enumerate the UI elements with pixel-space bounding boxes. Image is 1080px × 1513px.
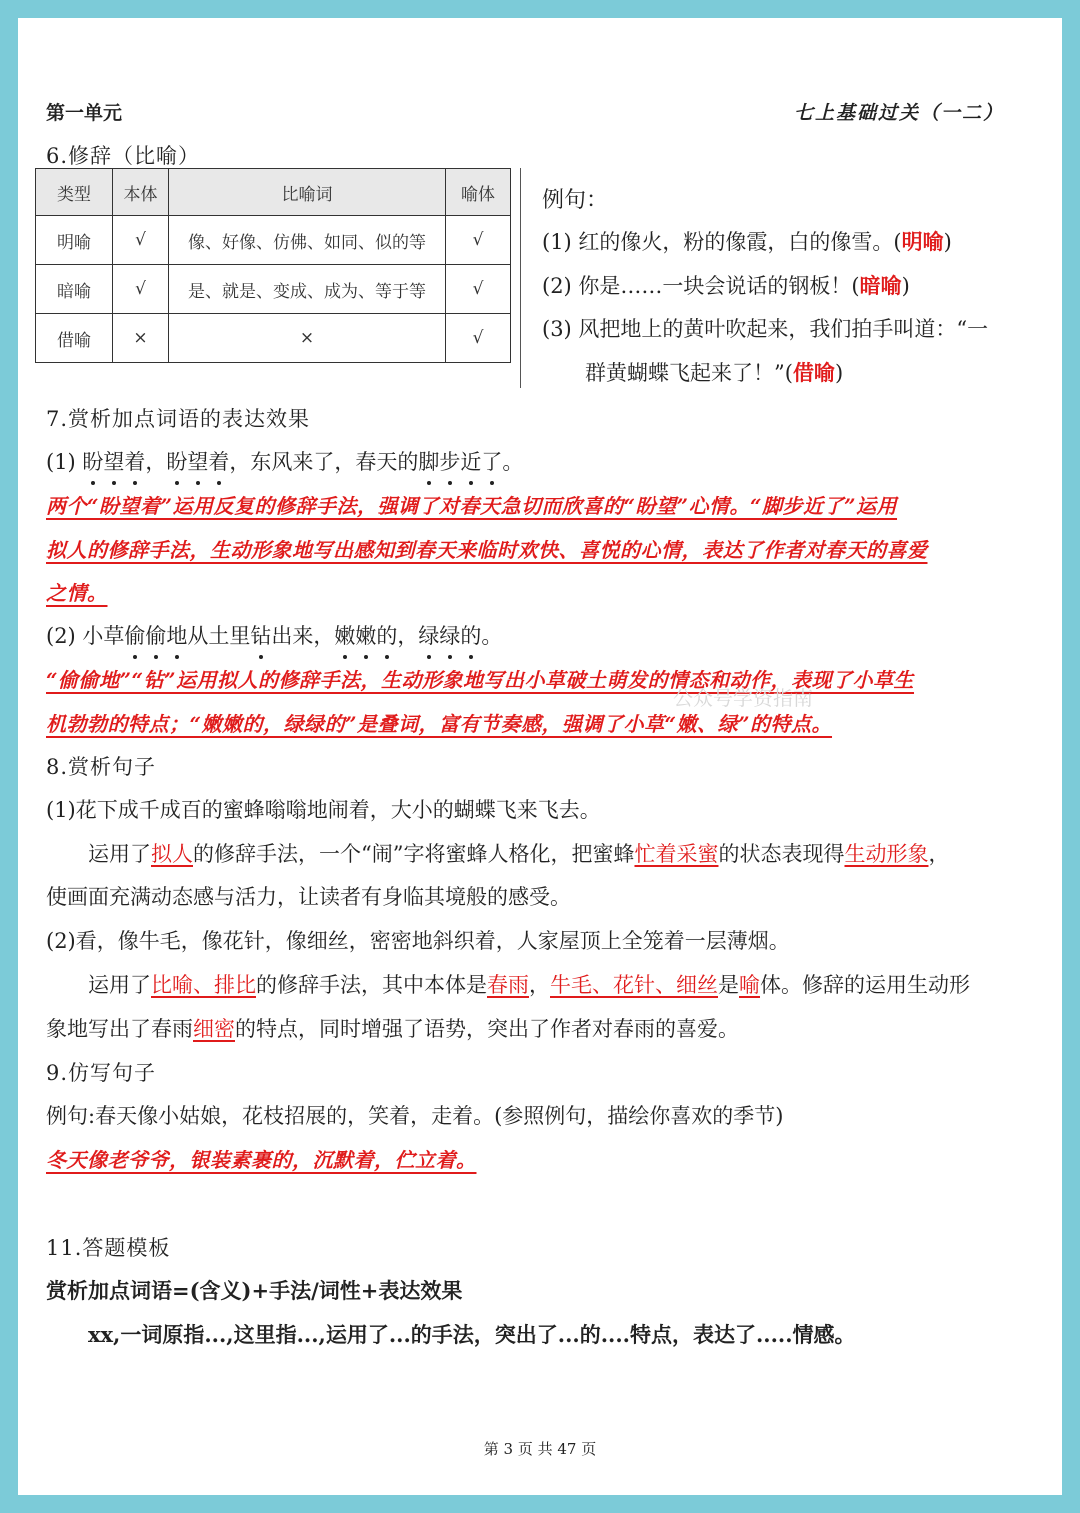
table-cell: √	[446, 216, 511, 265]
metaphor-table	[35, 168, 511, 363]
table-header-row	[36, 169, 511, 216]
table-cell: 像、好像、仿佛、如同、似的等	[169, 216, 446, 265]
text-run: (1)	[46, 450, 83, 474]
text-run: ，	[928, 842, 950, 866]
table-row	[36, 216, 511, 265]
paren-close: )	[943, 230, 952, 254]
highlighted-keyword: 牛毛、花针、细丝	[550, 973, 718, 997]
dotted-word	[166, 450, 229, 474]
answer-8-1-line-1	[88, 838, 949, 868]
text-run: 出来，	[271, 624, 335, 648]
text-run: 。	[502, 450, 524, 474]
example-2	[542, 270, 910, 300]
question-7-1	[46, 446, 523, 476]
table-header-cell: 类型	[36, 169, 113, 216]
table-cell: √	[113, 216, 169, 265]
text-run: (2) 小草	[46, 624, 125, 648]
answer-7-1-line-3: 之情。	[46, 581, 108, 605]
dotted-char: 近	[460, 446, 481, 476]
answer-8-1-line-2: 使画面充满动态感与活力，让读者有身临其境般的感受。	[46, 885, 571, 909]
answer-8-2-line-1	[88, 969, 970, 999]
page-number: 第 3 页 共 47 页	[483, 1440, 597, 1458]
table-cell: 明喻	[36, 216, 113, 265]
section-8-title: 8.赏析句子	[46, 755, 157, 779]
table-cell: 借喻	[36, 314, 113, 363]
example-tag: 暗喻	[859, 273, 902, 298]
question-8-2: (2)看，像牛毛，像花针，像细丝，密密地斜织着，人家屋顶上全笼着一层薄烟。	[46, 929, 790, 953]
dotted-word	[124, 624, 187, 648]
text-run: ，	[145, 450, 167, 474]
text-run: ，	[529, 973, 550, 997]
text-run: 的特点，同时增强了语势，突出了作者对春雨的喜爱。	[235, 1017, 739, 1041]
text-run: 的修辞手法，一个“闹”字将蜜蜂人格化，把蜜蜂	[193, 842, 635, 866]
column-divider	[520, 168, 521, 388]
table-cell: ×	[169, 314, 446, 363]
text-run: 是	[718, 973, 739, 997]
example-tag: 借喻	[792, 360, 835, 385]
dotted-char: 了	[481, 446, 502, 476]
section-6-title: 6.修辞（比喻）	[46, 144, 201, 168]
dotted-char: 绿	[418, 620, 439, 650]
dotted-char: 嫩	[334, 620, 355, 650]
text-run: 运用了	[88, 842, 151, 866]
example-text: 群黄蝴蝶飞起来了！”(	[585, 361, 793, 385]
table-header-cell: 比喻词	[169, 169, 446, 216]
question-8-1: (1)花下成千成百的蜜蜂嗡嗡地闹着，大小的蝴蝶飞来飞去。	[46, 798, 601, 822]
table-row	[36, 314, 511, 363]
dotted-char: 嫩	[355, 620, 376, 650]
answer-7-2-line-2: 机勃勃的特点；“嫩嫩的，绿绿的”是叠词，富有节奏感，强调了小草“嫩、绿”的特点。	[46, 712, 833, 736]
dotted-char: 着	[124, 446, 145, 476]
dotted-char: 偷	[124, 620, 145, 650]
answer-formula: 赏析加点词语=(含义)+手法/词性+表达效果	[46, 1278, 463, 1303]
dotted-word	[334, 624, 397, 648]
table-row	[36, 265, 511, 314]
table-cell: 是、就是、变成、成为、等于等	[169, 265, 446, 314]
highlighted-keyword: 忙着采蜜	[634, 842, 719, 866]
text-run: 的状态表现得	[718, 842, 845, 866]
section-9-title: 9.仿写句子	[46, 1061, 157, 1085]
dotted-word	[418, 624, 481, 648]
text-run: 从土里	[187, 624, 251, 648]
table-cell: √	[446, 265, 511, 314]
example-3-continued	[585, 357, 843, 387]
section-11-title: 11.答题模板	[46, 1236, 171, 1260]
text-run: 体。修辞的运用生动形	[760, 973, 970, 997]
dotted-char: 绿	[439, 620, 460, 650]
text-run: ，	[397, 624, 419, 648]
dotted-char: 望	[187, 446, 208, 476]
dotted-char: 望	[103, 446, 124, 476]
dotted-char: 盼	[82, 446, 103, 476]
example-text: (2) 你是……一块会说话的钢板！(	[542, 274, 860, 298]
dotted-char: 地	[166, 620, 187, 650]
document-page	[18, 18, 1062, 1495]
example-tag: 明喻	[901, 229, 944, 254]
example-1	[542, 226, 952, 256]
dotted-char: 盼	[166, 446, 187, 476]
dotted-char: 钻	[250, 620, 271, 650]
table-header-cell: 喻体	[446, 169, 511, 216]
dotted-char: 偷	[145, 620, 166, 650]
text-run: ，东风来了，春天的	[229, 450, 419, 474]
dotted-word	[418, 450, 502, 474]
section-7-title: 7.赏析加点词语的表达效果	[46, 407, 311, 431]
question-7-2	[46, 620, 502, 650]
answer-8-2-line-2	[46, 1013, 739, 1043]
highlighted-keyword: 喻	[739, 973, 760, 997]
paren-close: )	[901, 274, 910, 298]
dotted-char: 着	[208, 446, 229, 476]
text-run: 运用了	[88, 973, 151, 997]
imitation-example: 例句:春天像小姑娘，花枝招展的，笑着，走着。(参照例句，描绘你喜欢的季节)	[46, 1104, 784, 1128]
example-text: (1) 红的像火，粉的像霞，白的像雪。(	[542, 230, 902, 254]
table-cell: √	[113, 265, 169, 314]
imitation-answer: 冬天像老爷爷，银装素裹的，沉默着，伫立着。	[46, 1148, 477, 1172]
unit-header: 第一单元	[46, 102, 123, 124]
text-run: 。	[481, 624, 503, 648]
answer-7-1-line-2: 拟人的修辞手法，生动形象地写出感知到春天来临时欢快、喜悦的心情，表达了作者对春天的喜爱	[46, 538, 928, 562]
highlighted-keyword: 比喻、排比	[151, 973, 256, 997]
text-run: 的修辞手法，其中本体是	[256, 973, 487, 997]
highlighted-keyword: 拟人	[151, 842, 193, 866]
dotted-word	[82, 450, 145, 474]
highlighted-keyword: 细密	[193, 1017, 235, 1041]
table-cell: ×	[113, 314, 169, 363]
example-3: (3) 风把地上的黄叶吹起来，我们拍手叫道：“一	[542, 317, 989, 341]
dotted-char: 脚	[418, 446, 439, 476]
table-cell: √	[446, 314, 511, 363]
answer-7-1-line-1: 两个“盼望着”运用反复的修辞手法，强调了对春天急切而欣喜的“盼望”心情。“脚步近了”运用	[46, 494, 898, 518]
watermark: 公众号学资指南	[673, 686, 813, 710]
dotted-word	[250, 624, 271, 648]
table-cell: 暗喻	[36, 265, 113, 314]
dotted-char: 步	[439, 446, 460, 476]
dotted-char: 的	[376, 620, 397, 650]
paren-close: )	[834, 361, 844, 385]
highlighted-keyword: 生动形象	[844, 842, 929, 866]
answer-7-2-line-1: “偷偷地”“钻”运用拟人的修辞手法，生动形象地写出小草破土萌发的情态和动作，表现了小草生	[46, 668, 915, 692]
examples-label: 例句：	[542, 188, 609, 213]
booklet-title: 七上基础过关（一二）	[793, 102, 1004, 124]
answer-template: xx,一词原指...,这里指...,运用了...的手法，突出了...的....特点，表达了.....情感。	[88, 1322, 856, 1347]
highlighted-keyword: 春雨	[487, 973, 529, 997]
dotted-char: 的	[460, 620, 481, 650]
table-header-cell: 本体	[113, 169, 169, 216]
text-run: 象地写出了春雨	[46, 1017, 193, 1041]
